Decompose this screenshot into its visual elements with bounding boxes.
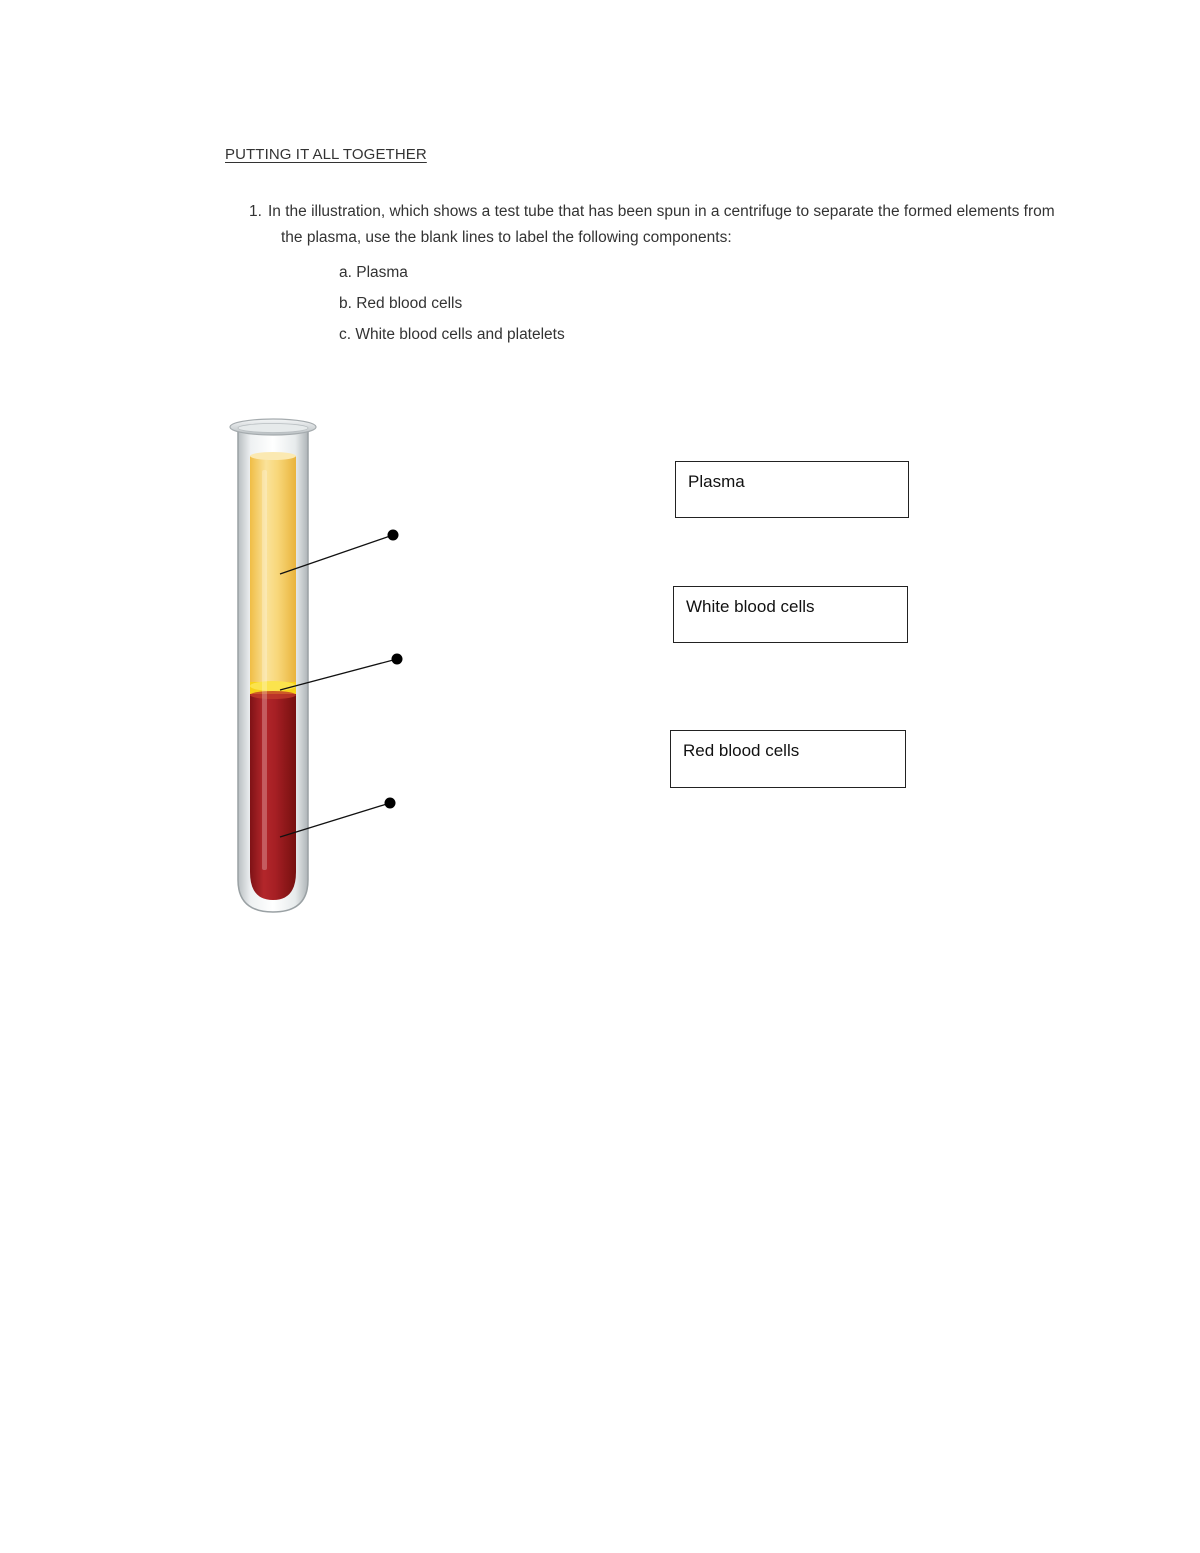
question-text: In the illustration, which shows a test tube that has been spun in a centrifuge to separate the formed elements from the plasma, use the blank lines to label the following components: [268,203,1055,246]
component-list [339,262,565,355]
plasma-layer [250,456,296,684]
red-blood-cell-layer [250,694,296,900]
component-option-red-blood-cells: b. Red blood cells [339,295,463,312]
label-box-red-blood-cells-text: Red blood cells [683,741,800,760]
question-1 [249,199,1079,251]
leader-line-buffy-coat [280,659,397,690]
buffy-coat-layer [250,682,296,694]
label-box-plasma-text: Plasma [688,472,745,491]
label-box-white-blood-cells-text: White blood cells [686,597,815,616]
leader-dot-plasma [388,530,399,541]
component-option-white-blood-cells: c. White blood cells and platelets [339,326,565,343]
component-option-plasma: a. Plasma [339,264,408,281]
leader-line-plasma [280,535,393,574]
question-number: 1. [249,203,262,220]
section-title: PUTTING IT ALL TOGETHER [225,146,427,163]
leader-dot-red-cells [385,798,396,809]
leader-dot-buffy-coat [392,654,403,665]
label-box-white-blood-cells[interactable] [673,586,908,643]
label-box-plasma[interactable] [675,461,909,518]
label-box-red-blood-cells[interactable] [670,730,906,788]
leader-line-red-cells [280,803,390,837]
test-tube-glass [238,430,308,912]
test-tube-rim [230,419,316,435]
